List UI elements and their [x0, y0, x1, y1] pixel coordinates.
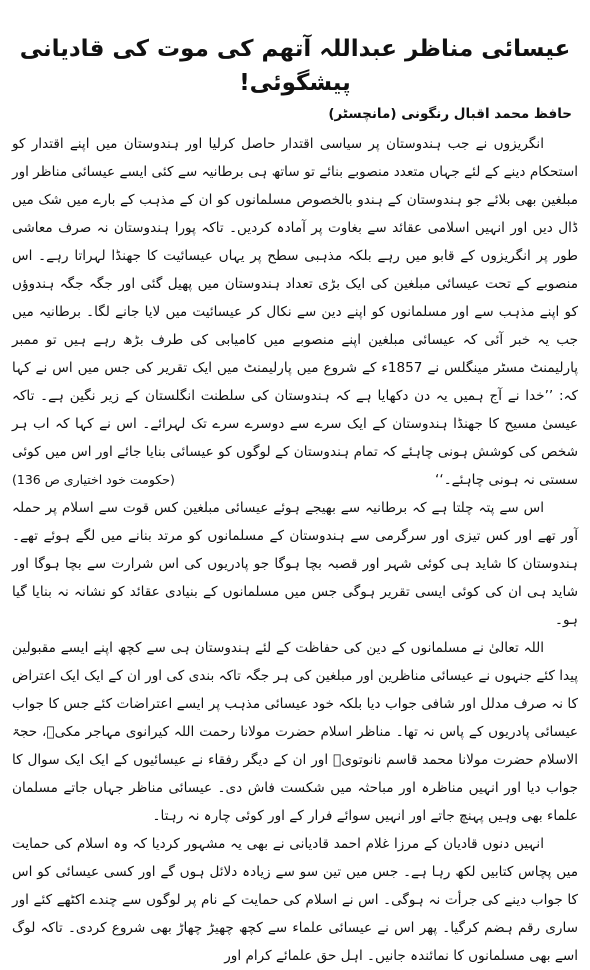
reference-citation: (حکومت خود اختیاری ص 136): [12, 472, 175, 487]
article-paragraph-1: انگریزوں نے جب ہندوستان پر سیاسی اقتدار حاصل کرلیا اور ہندوستان میں اپنے اقتدار کو استحکام دینے کے لئے جہاں متعدد منصوبے بنائے تو ساتھ ہی برطانیہ سے کئی ایسے عیسائی مناظر اور مبلغین بھی بلائے جو ہندوستان کے ہندو بالخصوص مسلمانوں کو ان کے مذہب کے بارے میں شک میں ڈال دیں اور انہیں اسلامی عقائد سے بغاوت پر آمادہ کردیں۔ تاکہ پورا ہندوستان نہ صرف معاشی طور پر انگریزوں کے قابو میں رہے بلکہ مذہبی سطح پر یہاں عیسائیت کا جھنڈا لہراتا رہے۔ اس منصوبے کے تحت عیسائی مبلغین کی ایک بڑی تعداد ہندوستان میں پھیل گئی اور جگہ جگہ ہندوؤں کو اپنے مذہب سے اور مسلمانوں کو اپنے دین سے نکال کر عیسائیت میں لایا جانے لگا۔ برطانیہ میں جب یہ خبر آئی کہ عیسائی مبلغین اپنے منصوبے میں کامیابی کی طرف بڑھ رہے ہیں تو ممبر پارلیمنٹ مسٹر مینگلس نے 1857ء کے شروع میں پارلیمنٹ میں ایک تقریر کی جس میں اس نے کہا کہ: ’’خدا نے آج ہمیں یہ دن دکھایا ہے کہ ہندوستان کی سلطنت انگلستان کے زیر نگین ہے۔ تاکہ عیسیٰ مسیح کا جھنڈا ہندوستان کے ایک سرے سے دوسرے سرے تک لہرائے۔ اس نے کہا کہ اب ہر شخص کی کوشش ہونی چاہئے کہ تمام ہندوستان کے لوگوں کو عیسائی بنایا جائے اور اس میں کوئی سستی نہ ہونی چاہئے۔‘‘: [12, 136, 578, 488]
article-paragraph-4: انہیں دنوں قادیان کے مرزا غلام احمد قادیانی نے بھی یہ مشہور کردیا کہ وہ اسلام کی حمایت میں پچاس کتابیں لکھ رہا ہے۔ جس میں تین سو سے زیادہ دلائل ہوں گے اور کسی عیسائی کو اس کا جواب دینے کی جرأت نہ ہوگی۔ اس نے اسلام کی حمایت کے نام پر لوگوں سے چندے اکٹھے کئے اور ساری رقم ہضم کرگیا۔ پھر اس نے عیسائی علماء سے کچھ چھیڑ چھاڑ بھی شروع کردی۔ تاکہ لوگ اسے بھی مسلمانوں کا نمائندہ جانیں۔ اہل حق علمائے کرام اور: [12, 836, 578, 964]
article-author: حافظ محمد اقبال رنگونی (مانچسٹر): [328, 106, 572, 122]
article-title: عیسائی مناظر عبداللہ آتھم کی موت کی قادیانی پیشگوئی!: [19, 36, 571, 96]
article-paragraph-3: اللہ تعالیٰ نے مسلمانوں کے دین کی حفاظت کے لئے ہندوستان ہی سے کچھ اپنے ایسے مقبولین پیدا کئے جنہوں نے عیسائی مناظرین اور مبلغین کی ہر جگہ تاکہ بندی کی اور ان کے ایک ایک اعتراض کا نہ صرف مدلل اور شافی جواب دیا بلکہ خود عیسائی مذہب پر ایسے اعتراضات کئے جس کا جواب عیسائی پادریوں کے پاس نہ تھا۔ مناظر اسلام حضرت مولانا رحمت اللہ کیرانوی مہاجر مکیؒ، حجۃ الاسلام حضرت مولانا محمد قاسم نانوتویؒ اور ان کے دیگر رفقاء نے عیسائیوں کے ایک ایک سوال کا جواب دیا اور انہیں مناظرہ اور مباحثہ میں شکست فاش دی۔ عیسائی مناظر جہاں جاتے مسلمان علماء بھی وہیں پہنچ جاتے اور انہیں سوائے فرار کے اور کوئی چارہ نہ رہتا۔: [12, 640, 578, 824]
article-paragraph-2: اس سے پتہ چلتا ہے کہ برطانیہ سے بھیجے ہوئے عیسائی مبلغین کس قوت سے اسلام پر حملہ آور تھے اور کس تیزی اور سرگرمی سے ہندوستان کے مسلمانوں کو مرتد بنانے میں لگے ہوئے تھے۔ ہندوستان کا شاید ہی کوئی شہر اور قصبہ بچا ہوگا جو پادریوں کی اس شرارت سے بچا ہوگا اور شاید ہی ان کی کوئی ایسی تقریر ہوگی جس میں مسلمانوں کے بنیادی عقائد کو نشانہ نہ بنایا گیا ہو۔: [12, 500, 578, 628]
